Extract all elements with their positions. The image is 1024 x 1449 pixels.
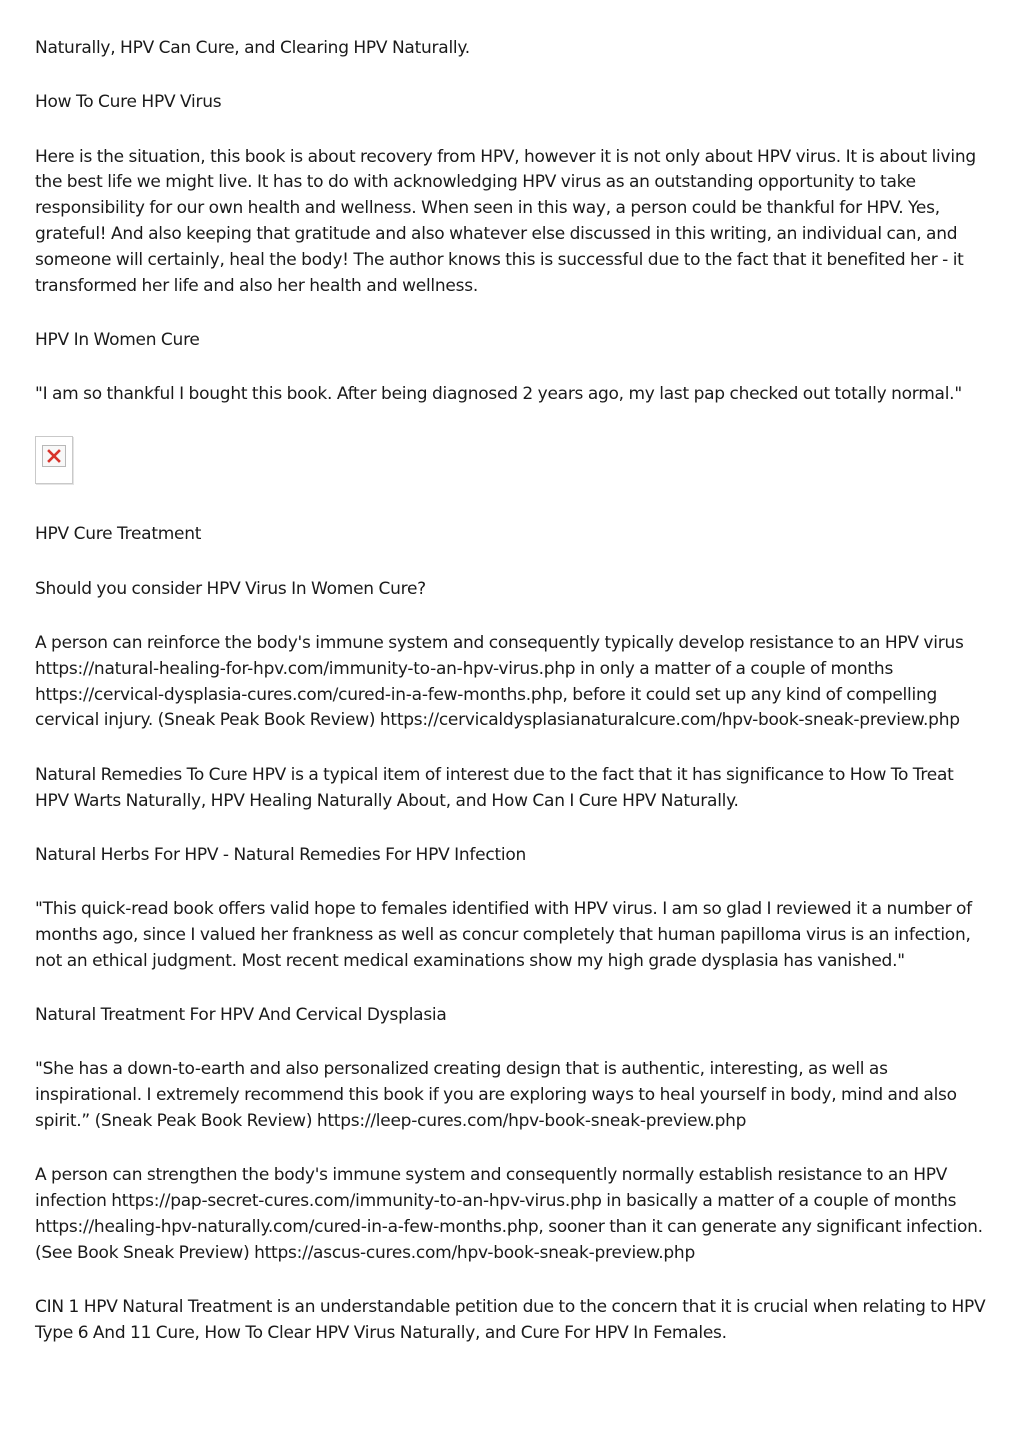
section-heading: How To Cure HPV Virus — [35, 92, 222, 113]
body-paragraph: Here is the situation, this book is about recovery from HPV, however it is not only about HPV virus. It is about living the best life we might live. It has to do with acknowledging HPV virus as an outstanding opportunity to take responsibility for our own health and wellness. When seen in this way, a person could be thankful for HPV. Yes, grateful! And also keeping that gratitude and also whatever else discussed in this writing, an individual can, and someone will certainly, heal the body! The author knows this is successful due to the fact that it benefited her - it transformed her life and also her health and wellness. — [35, 146, 976, 296]
body-paragraph: CIN 1 HPV Natural Treatment is an understandable petition due to the concern that it is crucial when relating to HPV Type 6 And 11 Cure, How To Clear HPV Virus Naturally, and Cure For HPV In Females. — [35, 1296, 986, 1343]
section-heading: HPV Cure Treatment — [35, 524, 202, 545]
section-heading: Natural Herbs For HPV - Natural Remedies For HPV Infection — [35, 844, 527, 865]
body-paragraph: A person can strengthen the body's immune system and consequently normally establish resistance to an HPV infection https://pap-secret-cures.com/immunity-to-an-hpv-virus.php in basically a matter of a couple of months https://healing-hpv-naturally.com/cured-in-a-few-months.php, sooner than it can generate any significant infection. (See Book Sneak Preview) https://ascus-cures.com/hpv-book-sneak-preview.php — [35, 1165, 983, 1263]
testimonial-quote: "This quick-read book offers valid hope to females identified with HPV virus. I am so glad I reviewed it a number of months ago, since I valued her frankness as well as concur completely that human papilloma virus is an infection, not an ethical judgment. Most recent medical examinations show my high grade dysplasia has vanished." — [35, 899, 972, 971]
close-x-icon — [46, 449, 62, 463]
section-question: Should you consider HPV Virus In Women Cure? — [35, 578, 426, 599]
broken-image-placeholder — [35, 436, 73, 484]
section-heading: HPV In Women Cure — [35, 329, 200, 350]
broken-image-icon — [42, 445, 66, 467]
body-paragraph: A person can reinforce the body's immune system and consequently typically develop resistance to an HPV virus https://natural-healing-for-hpv.com/immunity-to-an-hpv-virus.php in only a matter of a couple of months https://cervical-dysplasia-cures.com/cured-in-a-few-months.php, before it could set up any kind of compelling cervical injury. (Sneak Peak Book Review) https://cervicaldysplasianaturalcure.com/hpv-book-sneak-preview.php — [35, 633, 964, 731]
intro-line: Naturally, HPV Can Cure, and Clearing HPV Naturally. — [35, 38, 470, 58]
testimonial-quote: "She has a down-to-earth and also personalized creating design that is authentic, interesting, as well as inspirational. I extremely recommend this book if you are exploring ways to heal yourself in body, mind and also spirit.” (Sneak Peak Book Review) https://leep-cures.com/hpv-book-sneak-preview.php — [35, 1059, 957, 1131]
body-paragraph: Natural Remedies To Cure HPV is a typical item of interest due to the fact that it has significance to How To Treat HPV Warts Naturally, HPV Healing Naturally About, and How Can I Cure HPV Naturally. — [35, 764, 954, 811]
document-body — [35, 36, 990, 1375]
testimonial-quote: "I am so thankful I bought this book. After being diagnosed 2 years ago, my last pap checked out totally normal." — [35, 384, 962, 405]
section-heading: Natural Treatment For HPV And Cervical Dysplasia — [35, 1005, 447, 1026]
